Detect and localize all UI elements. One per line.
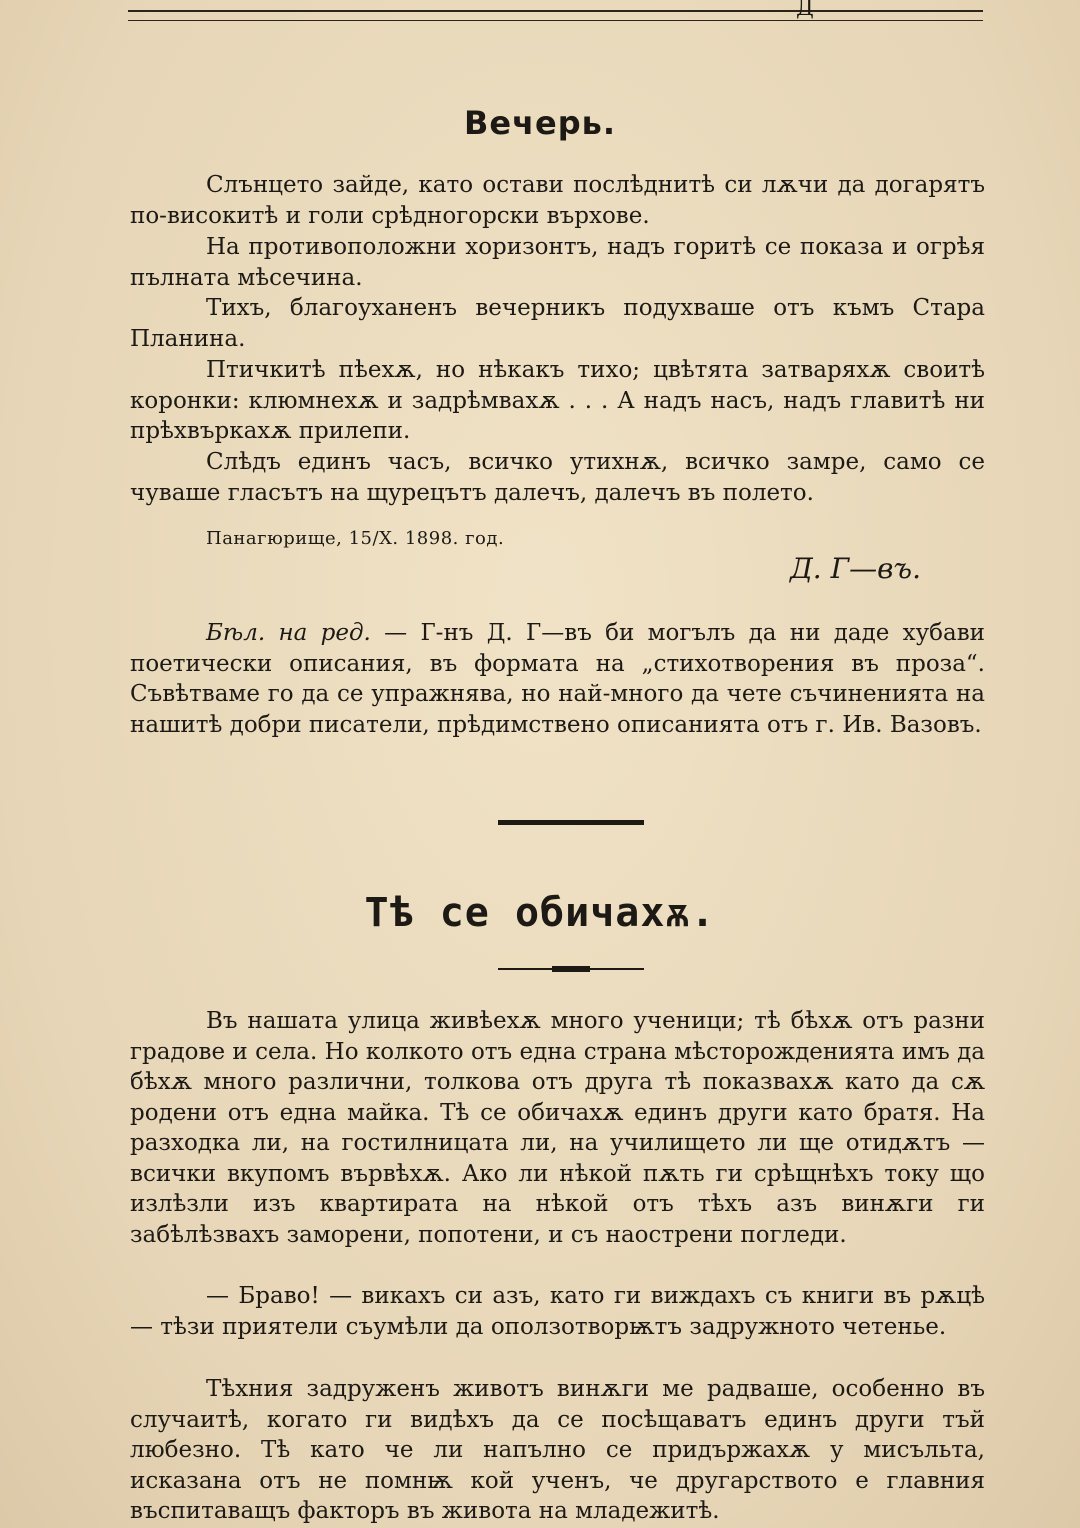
article2-paragraph: Тѣхния задруженъ животъ винѫги ме радваше, особенно въ случаитѣ, когато ги видѣхъ да се посѣщаватъ единъ други тъй любезно. Тѣ като че ли напълно се придържахѫ у мисъльта, исказана отъ не помнѭ кой ученъ, че другарството е главния въспитаващъ факторъ въ живота на младежитѣ. (130, 1376, 985, 1524)
page-header-mark: Д (796, 0, 814, 21)
article1-paragraph: Птичкитѣ пѣехѫ, но нѣкакъ тихо; цвѣтята затваряхѫ своитѣ коронки: клюмнехѫ и задрѣмвахѫ . . . А надъ насъ, надъ главитѣ ни прѣхвъркахѫ прилепи. (130, 357, 985, 444)
article1-paragraph: Слѣдъ единъ часъ, всичко утихнѫ, всичко замре, само се чуваше гласътъ на щурецътъ далечъ, далечъ въ полето. (130, 449, 985, 506)
place-date: Панагюрище, 15/X. 1898. год. (206, 528, 505, 549)
section-divider (498, 820, 644, 825)
article1-paragraph: На противоположни хоризонтъ, надъ горитѣ се показа и огрѣя пълната мѣсечина. (130, 234, 985, 291)
editor-note-lead: Бѣл. на ред. (206, 620, 371, 646)
article1-paragraph: Слънцето зайде, като остави послѣднитѣ си лѫчи да догарятъ по-високитѣ и голи срѣдногорски върхове. (130, 172, 985, 229)
article1-paragraph: Тихъ, благоуханенъ вечерникъ подухваше отъ къмъ Стара Планина. (130, 295, 985, 352)
article2-paragraph: — Браво! — викахъ си азъ, като ги виждахъ съ книги въ рѫцѣ — тѣзи приятели съумѣли да оползотворѭтъ задружното четенье. (130, 1283, 985, 1340)
article-title-evening: Вечерь. (463, 104, 617, 142)
article2-paragraph: Въ нашата улица живѣехѫ много ученици; тѣ бѣхѫ отъ разни градове и села. Но колкото отъ една страна мѣсторожденията имъ да бѣхѫ много различни, толкова отъ друга тѣ показвахѫ като да сѫ родени отъ една майка. Тѣ се обичахѫ единъ други като братя. На разходка ли, на гостилницата ли, на училището ли ще отидѫтъ — всички вкупомъ вървѣхѫ. Ако ли нѣкой пѫть ги срѣщнѣхъ току що излѣзли изъ квартирата на нѣкой отъ тѣхъ азъ винѫги ги забѣлѣзвахъ заморени, попотени, и съ наострени погледи. (130, 1008, 985, 1248)
author-signature: Д. Г—въ. (790, 552, 921, 585)
title-underline-center (552, 966, 590, 972)
editor-note-text: — Г-нъ Д. Г—въ би могълъ да ни даде хубави поетически описания, въ формата на „стихотворения въ проза“. Съвѣтваме го да се упражнява, но най-много да чете съчиненията на нашитѣ добри писатели, прѣдимствено описанията отъ г. Ив. Вазовъ. (130, 620, 985, 738)
article-title-they-loved: Тѣ се обичахѫ. (364, 890, 716, 936)
header-rule (128, 0, 983, 21)
editor-note (130, 618, 985, 740)
